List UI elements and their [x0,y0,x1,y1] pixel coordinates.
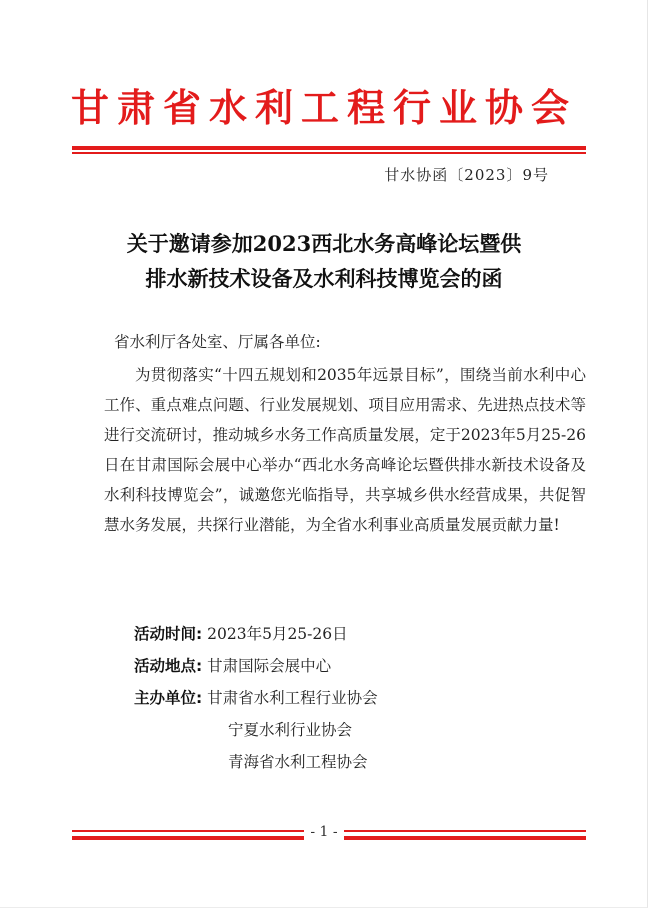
page-number-text: - 1 - [304,824,343,840]
detail-place [134,654,331,676]
document-number: 甘水协函〔2023〕9号 [384,166,549,184]
detail-host [134,686,378,708]
body-paragraph [104,360,586,540]
page-number [0,824,648,840]
letterhead-title: 甘肃省水利工程行业协会 [70,86,577,130]
place-value: 甘肃国际会展中心 [207,657,332,675]
salutation: 省水利厅各处室、厅属各单位: [114,333,321,351]
time-value: 2023年5月25-26日 [207,625,348,643]
body-text: 为贯彻落实“十四五规划和2035年远景目标”，围绕当前水利中心工作、重点难点问题、行业发展规划、项目应用需求、先进热点技术等进行交流研讨，推动城乡水务工作高质量发展，定于2023年5月25-26日在甘肃国际会展中心举办“西北水务高峰论坛暨供排水新技术设备及水利科技博览会”，诚邀您光临指导，共享城乡供水经营成果，共促智慧水务发展，共探行业潜能，为全省水利事业高质量发展贡献力量! [104,366,586,534]
letterhead-rule-thick [72,146,586,150]
place-label: 活动地点: [134,657,203,675]
title-line-2: 排水新技术设备及水利科技博览会的函 [145,266,503,291]
letterhead-rule-thin [72,152,586,154]
detail-time [134,622,348,644]
host-label: 主办单位: [134,689,203,707]
host-extra-2: 青海省水利工程协会 [228,753,368,771]
host-value: 甘肃省水利工程行业协会 [207,689,378,707]
title-line-1: 关于邀请参加2023西北水务高峰论坛暨供 [126,231,522,256]
host-extra-1: 宁夏水利行业协会 [228,721,353,739]
time-label: 活动时间: [134,625,203,643]
